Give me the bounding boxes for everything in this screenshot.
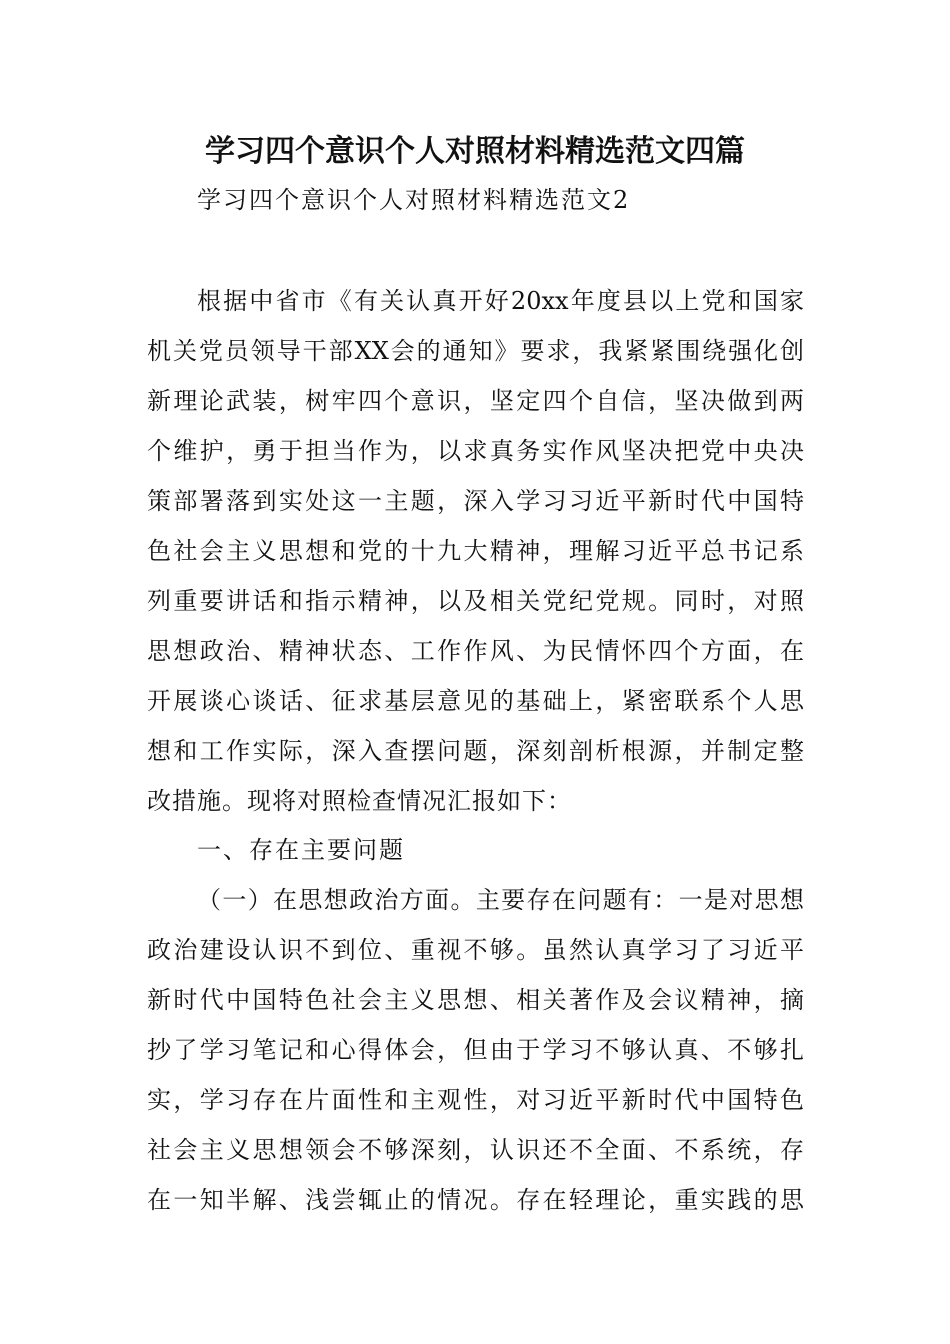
paragraph-line: 策部署落到实处这一主题，深入学习习近平新时代中国特 (147, 487, 804, 515)
paragraph-line: 开展谈心谈话、征求基层意见的基础上，紧密联系个人思 (147, 687, 804, 715)
paragraph-line: 改措施。现将对照检查情况汇报如下： (147, 787, 572, 815)
paragraph-line: 根据中省市《有关认真开好20xx年度县以上党和国家 (197, 287, 804, 315)
paragraph-line: 想和工作实际，深入查摆问题，深刻剖析根源，并制定整 (147, 737, 804, 765)
paragraph-line: 政治建设认识不到位、重视不够。虽然认真学习了习近平 (147, 936, 804, 964)
paragraph-line: 色社会主义思想和党的十九大精神，理解习近平总书记系 (147, 537, 804, 565)
paragraph-line: 列重要讲话和指示精神，以及相关党纪党规。同时，对照 (147, 587, 804, 615)
paragraph-line: 在一知半解、浅尝辄止的情况。存在轻理论，重实践的思 (147, 1186, 804, 1214)
paragraph-line: 机关党员领导干部XX会的通知》要求，我紧紧围绕强化创 (147, 337, 804, 365)
paragraph-line: 社会主义思想领会不够深刻，认识还不全面、不系统，存 (147, 1136, 804, 1164)
document-title: 学习四个意识个人对照材料精选范文四篇 (205, 134, 745, 169)
paragraph-line: 新时代中国特色社会主义思想、相关著作及会议精神，摘 (147, 986, 804, 1014)
paragraph-line: （一）在思想政治方面。主要存在问题有：一是对思想 (197, 886, 804, 914)
document-subtitle: 学习四个意识个人对照材料精选范文2 (197, 186, 631, 214)
paragraph-line: 实，学习存在片面性和主观性，对习近平新时代中国特色 (147, 1086, 804, 1114)
paragraph-line: 抄了学习笔记和心得体会，但由于学习不够认真、不够扎 (147, 1036, 804, 1064)
paragraph-line: 思想政治、精神状态、工作作风、为民情怀四个方面，在 (147, 637, 804, 665)
paragraph-line: 个维护，勇于担当作为，以求真务实作风坚决把党中央决 (147, 437, 804, 465)
paragraph-line: 新理论武装，树牢四个意识，坚定四个自信，坚决做到两 (147, 387, 804, 415)
section-heading: 一、存在主要问题 (197, 836, 405, 864)
